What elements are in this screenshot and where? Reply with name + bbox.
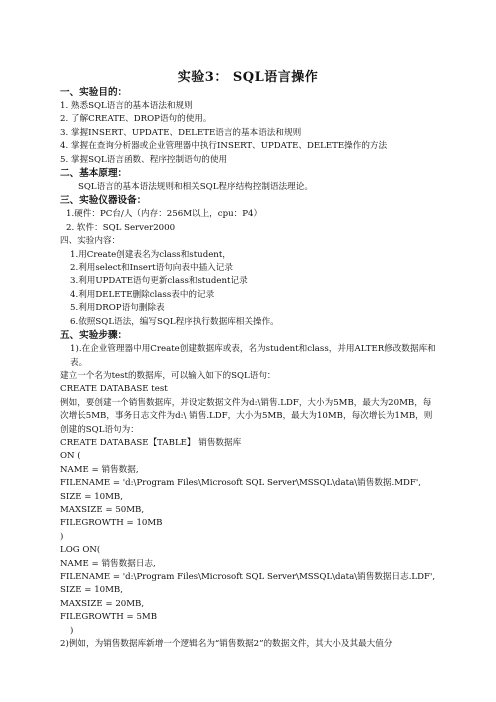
list-item: 1.硬件：PC台/人（内存：256M以上，cpu：P4） bbox=[66, 209, 263, 220]
section-heading-content: 四、实验内容： bbox=[60, 236, 121, 247]
list-item: 1. 熟悉SQL语言的基本语法和规则 bbox=[60, 101, 193, 111]
code-line: FILENAME = 'd:\Program Files\Microsoft SQL Server\MSSQL\data\销售数据日志.LDF', bbox=[60, 572, 436, 582]
step-paragraph: 例如，要创建一个销售数据库，并设定数据文件为d:\销售.LDF，大小为5MB，最大为20MB，每次增长5MB，事务日志文件为d:\ 销售.LDF，大小为5MB，最大为10MB，每次增长为1MB，则创建的SQL语句为： bbox=[60, 397, 433, 435]
code-line: LOG ON( bbox=[60, 545, 101, 556]
list-item: 5. 掌握SQL语言函数、程序控制语句的使用 bbox=[60, 154, 228, 165]
document-title: 实验3： SQL语言操作 bbox=[177, 70, 319, 85]
code-line: SIZE = 10MB, bbox=[60, 491, 123, 502]
list-item: 4.利用DELETE删除class表中的记录 bbox=[70, 289, 215, 300]
code-line: FILEGROWTH = 10MB bbox=[60, 518, 163, 529]
code-line: CREATE DATABASE test bbox=[60, 384, 168, 395]
code-line: ) bbox=[70, 625, 74, 636]
code-line: SIZE = 10MB, bbox=[60, 585, 123, 596]
step-paragraph: 2)例如，为销售数据库新增一个逻辑名为“销售数据2”的数据文件，其大小及其最大值分 bbox=[60, 639, 393, 650]
code-line: NAME = 销售数据, bbox=[60, 464, 139, 475]
section-heading-steps: 五、实验步骤： bbox=[60, 330, 128, 342]
section-heading-equipment: 三、实验仪器设备： bbox=[60, 195, 147, 207]
code-line: CREATE DATABASE【TABLE】 销售数据库 bbox=[60, 437, 242, 448]
list-item: 3. 掌握INSERT、UPDATE、DELETE语言的基本语法和规则 bbox=[60, 127, 302, 138]
list-item: 2. 了解CREATE、DROP语句的使用。 bbox=[60, 114, 212, 125]
section-heading-principles: 二、基本原理： bbox=[60, 168, 128, 180]
list-item: 1.用Create创建表名为class和student， bbox=[70, 249, 231, 260]
code-line: FILEGROWTH = 5MB bbox=[60, 612, 158, 623]
list-item: 4. 掌握在查询分析器或企业管理器中执行INSERT、UPDATE、DELETE操作的方法 bbox=[60, 141, 388, 152]
step-paragraph: 1).在企业管理器中用Create创建数据库或表，名为student和class，并用ALTER修改数据库和表。 bbox=[70, 344, 436, 368]
list-item: 5.利用DROP语句删除表 bbox=[70, 303, 165, 314]
principles-text: SQL语言的基本语法规则和相关SQL程序结构控制语法理论。 bbox=[78, 182, 313, 193]
code-line: ON ( bbox=[60, 451, 81, 462]
list-item: 2.利用select和Insert语句向表中插入记录 bbox=[70, 263, 233, 274]
document-body bbox=[60, 86, 438, 651]
list-item: 6.依照SQL语法，编写SQL程序执行数据库相关操作。 bbox=[70, 316, 279, 327]
code-line: NAME = 销售数据日志, bbox=[60, 558, 156, 569]
list-item: 3.利用UPDATE语句更新class和student记录 bbox=[70, 276, 248, 287]
step-paragraph: 建立一个名为test的数据库，可以输入如下的SQL语句： bbox=[60, 370, 276, 381]
code-line: MAXSIZE = 50MB, bbox=[60, 504, 145, 515]
list-item: 2. 软件：SQL Server2000 bbox=[66, 222, 176, 233]
section-heading-objectives: 一、实验目的： bbox=[60, 87, 128, 98]
code-line: MAXSIZE = 20MB, bbox=[60, 598, 145, 609]
code-line: FILENAME = 'd:\Program Files\Microsoft SQL Server\MSSQL\data\销售数据.MDF', bbox=[60, 478, 421, 489]
code-line: ) bbox=[60, 531, 64, 542]
